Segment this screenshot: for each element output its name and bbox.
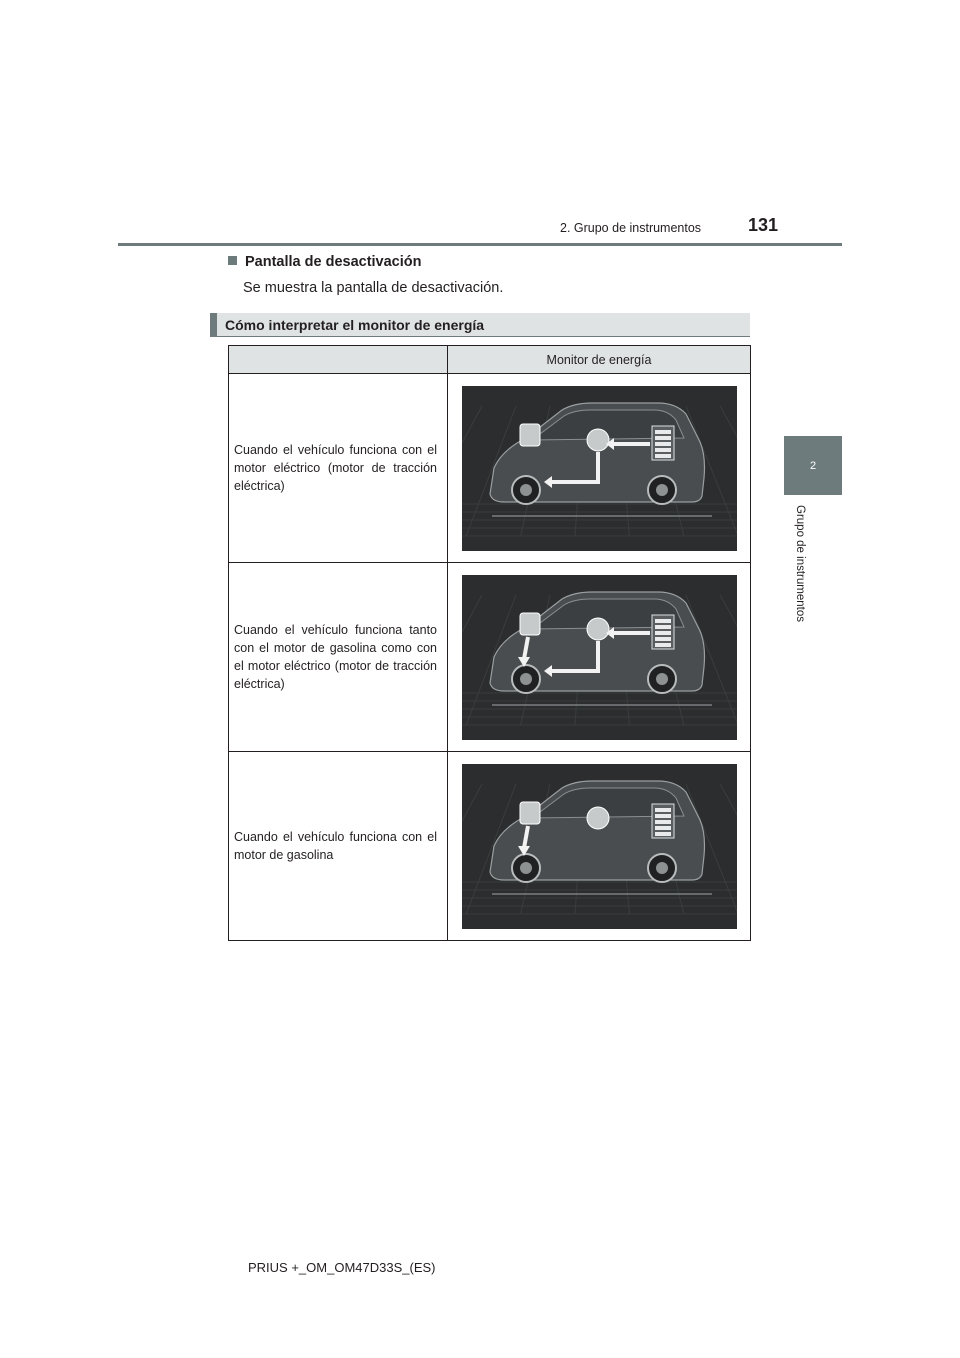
- row-description: Cuando el vehículo funciona tanto con el motor de gasolina como con el motor eléctrico (motor de tracción eléctrica): [229, 563, 448, 752]
- energy-monitor-screen: [462, 575, 737, 740]
- battery-level-bar: [655, 448, 671, 452]
- table-header-left: [229, 346, 448, 374]
- energy-monitor-table: [228, 345, 751, 941]
- footer-doc-code: PRIUS +_OM_OM47D33S_(ES): [248, 1260, 436, 1275]
- battery-level-bar: [655, 814, 671, 818]
- battery-level-bar: [655, 808, 671, 812]
- battery-level-bar: [655, 454, 671, 458]
- table-header-row: [229, 346, 751, 374]
- energy-monitor-image: [448, 752, 751, 941]
- row-description: Cuando el vehículo funciona con el motor de gasolina: [229, 752, 448, 941]
- chapter-number: 2: [809, 459, 817, 472]
- engine-icon: [520, 424, 540, 446]
- wheel-hub-icon: [520, 484, 532, 496]
- page-number: 131: [747, 215, 778, 235]
- motor-icon: [587, 807, 609, 829]
- battery-level-bar: [655, 643, 671, 647]
- chapter-tab: [784, 436, 842, 495]
- energy-monitor-screen: [462, 386, 737, 551]
- bullet-text: Se muestra la pantalla de desactivación.: [243, 280, 504, 296]
- battery-level-bar: [655, 826, 671, 830]
- motor-icon: [587, 429, 609, 451]
- energy-monitor-image: [448, 374, 751, 563]
- battery-level-bar: [655, 436, 671, 440]
- section-heading: Cómo interpretar el monitor de energía: [210, 313, 750, 337]
- battery-level-bar: [655, 625, 671, 629]
- wheel-hub-icon: [656, 673, 668, 685]
- chapter-title: Grupo de instrumentos: [794, 505, 806, 622]
- battery-level-bar: [655, 631, 671, 635]
- battery-level-bar: [655, 430, 671, 434]
- header-rule: [118, 243, 842, 246]
- battery-level-bar: [655, 832, 671, 836]
- engine-icon: [520, 802, 540, 824]
- battery-level-bar: [655, 637, 671, 641]
- battery-level-bar: [655, 442, 671, 446]
- motor-icon: [587, 618, 609, 640]
- table-row: [229, 563, 751, 752]
- table-header-right: Monitor de energía: [448, 346, 751, 374]
- wheel-hub-icon: [656, 862, 668, 874]
- energy-monitor-image: [448, 563, 751, 752]
- wheel-hub-icon: [520, 673, 532, 685]
- bullet-title-text: Pantalla de desactivación: [245, 254, 422, 270]
- header-section-title: 2. Grupo de instrumentos: [560, 221, 702, 235]
- engine-icon: [520, 613, 540, 635]
- wheel-hub-icon: [656, 484, 668, 496]
- battery-level-bar: [655, 820, 671, 824]
- table-row: [229, 752, 751, 941]
- bullet-square-icon: [228, 256, 237, 265]
- energy-monitor-screen: [462, 764, 737, 929]
- bullet-title: [228, 254, 422, 270]
- wheel-hub-icon: [520, 862, 532, 874]
- row-description: Cuando el vehículo funciona con el motor eléctrico (motor de tracción eléctrica): [229, 374, 448, 563]
- battery-level-bar: [655, 619, 671, 623]
- table-row: [229, 374, 751, 563]
